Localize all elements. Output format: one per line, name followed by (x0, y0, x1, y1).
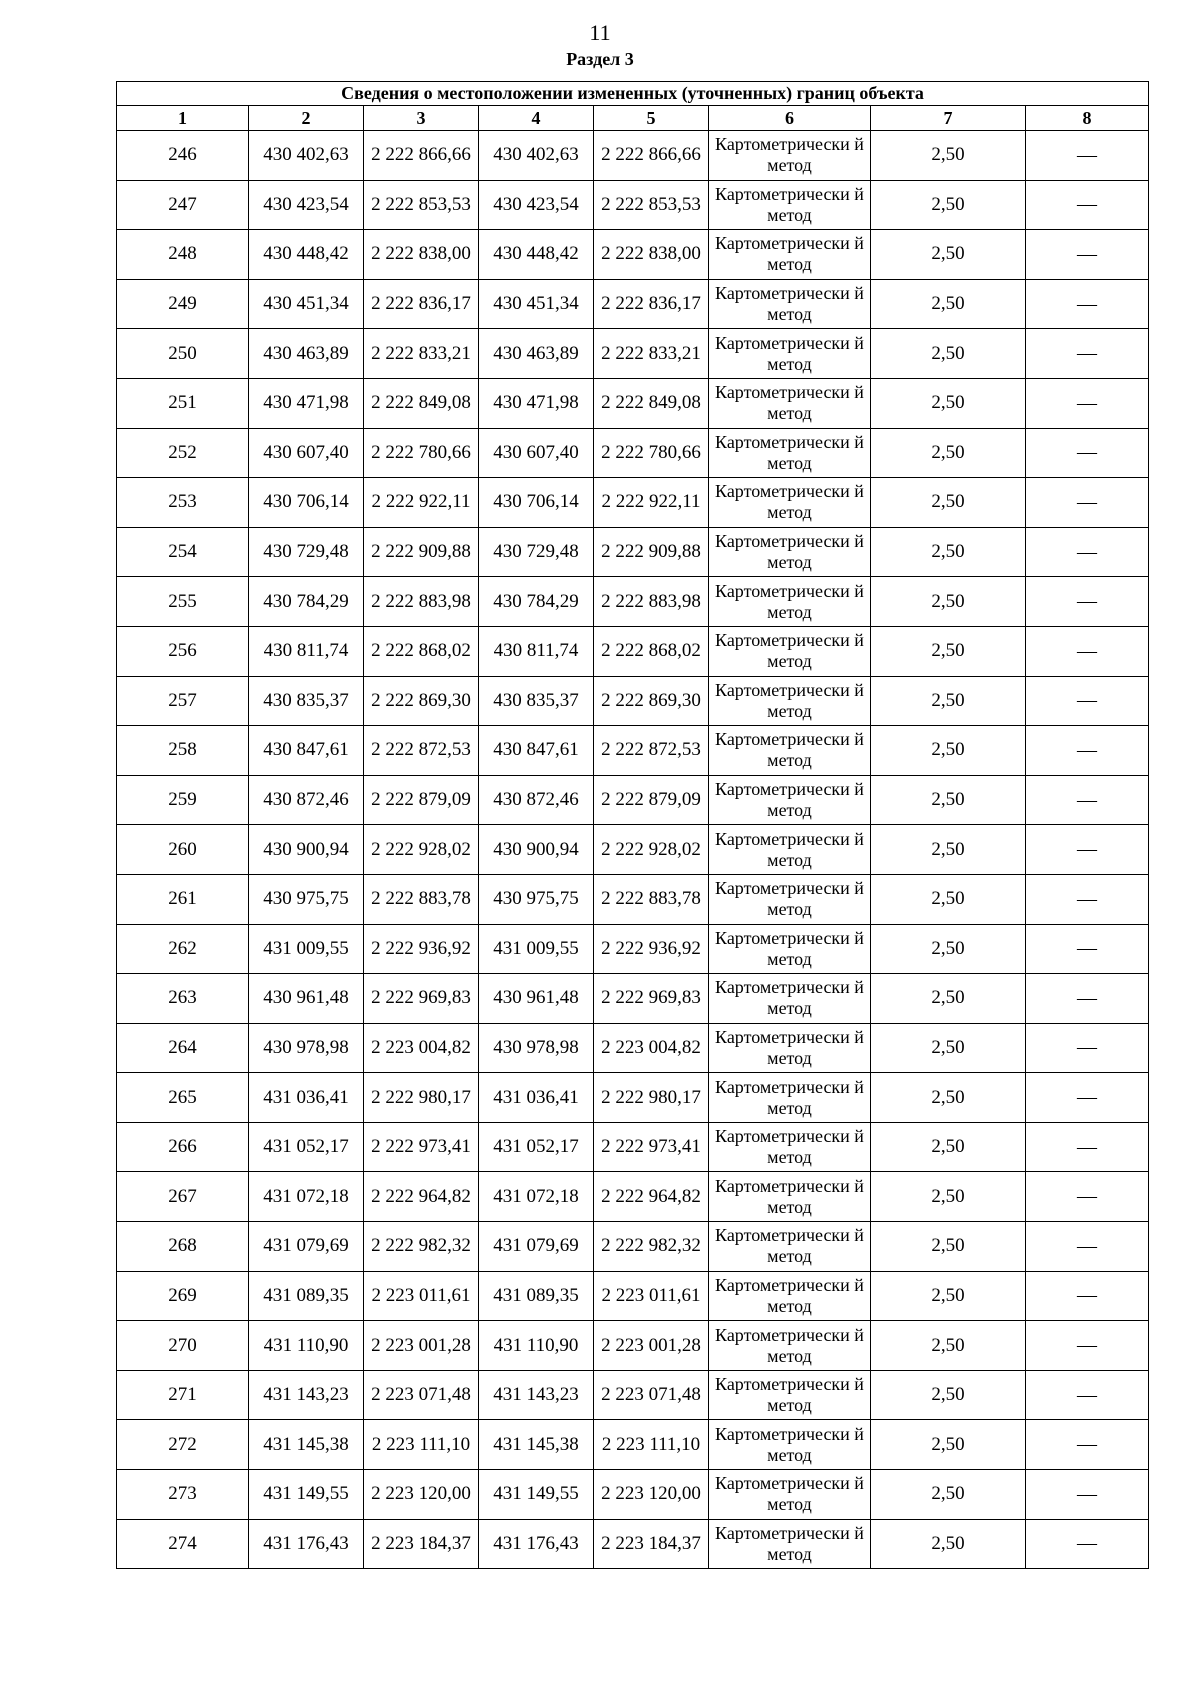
column-number: 7 (871, 106, 1026, 131)
method-cell: Картометрически й метод (709, 478, 871, 528)
method-cell: Картометрически й метод (709, 378, 871, 428)
table-row (117, 1122, 1149, 1172)
y-refined-cell: 2 222 969,83 (594, 974, 709, 1024)
method-cell: Картометрически й метод (709, 329, 871, 379)
point-number-cell: 246 (117, 131, 249, 181)
note-cell: — (1026, 428, 1149, 478)
method-cell: Картометрически й метод (709, 775, 871, 825)
y-existing-cell: 2 222 868,02 (364, 626, 479, 676)
y-existing-cell: 2 222 936,92 (364, 924, 479, 974)
column-number: 5 (594, 106, 709, 131)
y-existing-cell: 2 223 011,61 (364, 1271, 479, 1321)
point-number-cell: 274 (117, 1519, 249, 1569)
x-existing-cell: 431 036,41 (249, 1073, 364, 1123)
accuracy-cell: 2,50 (871, 1470, 1026, 1520)
boundary-coordinates-table (116, 81, 1149, 1569)
method-cell: Картометрически й метод (709, 279, 871, 329)
table-row (117, 726, 1149, 776)
page-number: 11 (589, 20, 611, 45)
y-refined-cell: 2 222 872,53 (594, 726, 709, 776)
y-existing-cell: 2 222 922,11 (364, 478, 479, 528)
x-refined-cell: 430 607,40 (479, 428, 594, 478)
note-cell: — (1026, 626, 1149, 676)
y-refined-cell: 2 222 973,41 (594, 1122, 709, 1172)
table-row (117, 1519, 1149, 1569)
accuracy-cell: 2,50 (871, 378, 1026, 428)
y-existing-cell: 2 222 883,98 (364, 577, 479, 627)
method-cell: Картометрически й метод (709, 1222, 871, 1272)
method-cell: Картометрически й метод (709, 874, 871, 924)
accuracy-cell: 2,50 (871, 1023, 1026, 1073)
accuracy-cell: 2,50 (871, 577, 1026, 627)
point-number-cell: 267 (117, 1172, 249, 1222)
method-cell: Картометрически й метод (709, 131, 871, 181)
point-number-cell: 273 (117, 1470, 249, 1520)
table-row (117, 974, 1149, 1024)
method-cell: Картометрически й метод (709, 626, 871, 676)
method-cell: Картометрически й метод (709, 1519, 871, 1569)
note-cell: — (1026, 131, 1149, 181)
point-number-cell: 251 (117, 378, 249, 428)
table-row (117, 1271, 1149, 1321)
note-cell: — (1026, 1122, 1149, 1172)
x-refined-cell: 431 149,55 (479, 1470, 594, 1520)
note-cell: — (1026, 1023, 1149, 1073)
note-cell: — (1026, 527, 1149, 577)
table-row (117, 825, 1149, 875)
x-existing-cell: 431 072,18 (249, 1172, 364, 1222)
accuracy-cell: 2,50 (871, 1420, 1026, 1470)
x-existing-cell: 431 110,90 (249, 1321, 364, 1371)
table-row (117, 428, 1149, 478)
y-existing-cell: 2 223 071,48 (364, 1370, 479, 1420)
x-existing-cell: 430 607,40 (249, 428, 364, 478)
column-number: 3 (364, 106, 479, 131)
y-refined-cell: 2 222 866,66 (594, 131, 709, 181)
method-cell: Картометрически й метод (709, 676, 871, 726)
point-number-cell: 260 (117, 825, 249, 875)
point-number-cell: 265 (117, 1073, 249, 1123)
x-refined-cell: 431 176,43 (479, 1519, 594, 1569)
table-row (117, 676, 1149, 726)
note-cell: — (1026, 329, 1149, 379)
table-row (117, 1222, 1149, 1272)
accuracy-cell: 2,50 (871, 974, 1026, 1024)
x-refined-cell: 430 471,98 (479, 378, 594, 428)
accuracy-cell: 2,50 (871, 726, 1026, 776)
point-number-cell: 253 (117, 478, 249, 528)
accuracy-cell: 2,50 (871, 329, 1026, 379)
x-refined-cell: 430 847,61 (479, 726, 594, 776)
point-number-cell: 270 (117, 1321, 249, 1371)
point-number-cell: 258 (117, 726, 249, 776)
method-cell: Картометрически й метод (709, 230, 871, 280)
point-number-cell: 254 (117, 527, 249, 577)
note-cell: — (1026, 775, 1149, 825)
table-row (117, 378, 1149, 428)
method-cell: Картометрически й метод (709, 1172, 871, 1222)
point-number-cell: 271 (117, 1370, 249, 1420)
y-refined-cell: 2 222 879,09 (594, 775, 709, 825)
point-number-cell: 248 (117, 230, 249, 280)
y-existing-cell: 2 222 866,66 (364, 131, 479, 181)
y-refined-cell: 2 222 922,11 (594, 478, 709, 528)
x-existing-cell: 431 145,38 (249, 1420, 364, 1470)
x-existing-cell: 430 471,98 (249, 378, 364, 428)
y-refined-cell: 2 222 964,82 (594, 1172, 709, 1222)
table-row (117, 527, 1149, 577)
x-refined-cell: 430 978,98 (479, 1023, 594, 1073)
note-cell: — (1026, 825, 1149, 875)
x-existing-cell: 430 900,94 (249, 825, 364, 875)
point-number-cell: 269 (117, 1271, 249, 1321)
point-number-cell: 252 (117, 428, 249, 478)
table-row (117, 131, 1149, 181)
table-row (117, 1073, 1149, 1123)
y-existing-cell: 2 222 869,30 (364, 676, 479, 726)
note-cell: — (1026, 577, 1149, 627)
note-cell: — (1026, 378, 1149, 428)
x-refined-cell: 431 009,55 (479, 924, 594, 974)
column-number: 4 (479, 106, 594, 131)
accuracy-cell: 2,50 (871, 775, 1026, 825)
x-refined-cell: 431 145,38 (479, 1420, 594, 1470)
x-existing-cell: 430 784,29 (249, 577, 364, 627)
x-existing-cell: 430 706,14 (249, 478, 364, 528)
x-refined-cell: 430 451,34 (479, 279, 594, 329)
x-existing-cell: 431 089,35 (249, 1271, 364, 1321)
accuracy-cell: 2,50 (871, 527, 1026, 577)
table-row (117, 1321, 1149, 1371)
note-cell: — (1026, 974, 1149, 1024)
y-refined-cell: 2 223 184,37 (594, 1519, 709, 1569)
y-existing-cell: 2 222 883,78 (364, 874, 479, 924)
x-existing-cell: 430 448,42 (249, 230, 364, 280)
x-refined-cell: 431 089,35 (479, 1271, 594, 1321)
method-cell: Картометрически й метод (709, 1370, 871, 1420)
accuracy-cell: 2,50 (871, 1122, 1026, 1172)
x-refined-cell: 430 463,89 (479, 329, 594, 379)
note-cell: — (1026, 180, 1149, 230)
x-refined-cell: 431 110,90 (479, 1321, 594, 1371)
y-existing-cell: 2 222 964,82 (364, 1172, 479, 1222)
point-number-cell: 256 (117, 626, 249, 676)
table-caption: Сведения о местоположении измененных (уточненных) границ объекта (117, 82, 1149, 106)
method-cell: Картометрически й метод (709, 577, 871, 627)
table-row (117, 478, 1149, 528)
x-existing-cell: 430 729,48 (249, 527, 364, 577)
table-row (117, 775, 1149, 825)
x-existing-cell: 430 978,98 (249, 1023, 364, 1073)
y-existing-cell: 2 223 001,28 (364, 1321, 479, 1371)
x-existing-cell: 430 402,63 (249, 131, 364, 181)
accuracy-cell: 2,50 (871, 1519, 1026, 1569)
table-row (117, 924, 1149, 974)
x-existing-cell: 430 423,54 (249, 180, 364, 230)
accuracy-cell: 2,50 (871, 1321, 1026, 1371)
note-cell: — (1026, 726, 1149, 776)
x-refined-cell: 430 402,63 (479, 131, 594, 181)
x-refined-cell: 430 872,46 (479, 775, 594, 825)
y-existing-cell: 2 222 909,88 (364, 527, 479, 577)
note-cell: — (1026, 279, 1149, 329)
table-row (117, 577, 1149, 627)
x-existing-cell: 431 143,23 (249, 1370, 364, 1420)
table-row (117, 180, 1149, 230)
table-body (117, 131, 1149, 1569)
x-refined-cell: 430 706,14 (479, 478, 594, 528)
y-refined-cell: 2 222 853,53 (594, 180, 709, 230)
x-refined-cell: 431 052,17 (479, 1122, 594, 1172)
y-existing-cell: 2 222 969,83 (364, 974, 479, 1024)
point-number-cell: 257 (117, 676, 249, 726)
accuracy-cell: 2,50 (871, 676, 1026, 726)
table-caption-row (117, 82, 1149, 106)
point-number-cell: 263 (117, 974, 249, 1024)
x-existing-cell: 431 009,55 (249, 924, 364, 974)
y-refined-cell: 2 222 909,88 (594, 527, 709, 577)
method-cell: Картометрически й метод (709, 1073, 871, 1123)
method-cell: Картометрически й метод (709, 1470, 871, 1520)
x-existing-cell: 431 052,17 (249, 1122, 364, 1172)
accuracy-cell: 2,50 (871, 1370, 1026, 1420)
y-refined-cell: 2 222 982,32 (594, 1222, 709, 1272)
note-cell: — (1026, 1172, 1149, 1222)
point-number-cell: 255 (117, 577, 249, 627)
x-refined-cell: 430 729,48 (479, 527, 594, 577)
x-refined-cell: 430 784,29 (479, 577, 594, 627)
accuracy-cell: 2,50 (871, 1222, 1026, 1272)
x-refined-cell: 431 072,18 (479, 1172, 594, 1222)
y-refined-cell: 2 222 936,92 (594, 924, 709, 974)
point-number-cell: 249 (117, 279, 249, 329)
x-existing-cell: 430 463,89 (249, 329, 364, 379)
y-refined-cell: 2 222 780,66 (594, 428, 709, 478)
note-cell: — (1026, 676, 1149, 726)
x-refined-cell: 431 079,69 (479, 1222, 594, 1272)
table-row (117, 1023, 1149, 1073)
y-refined-cell: 2 223 001,28 (594, 1321, 709, 1371)
x-refined-cell: 430 423,54 (479, 180, 594, 230)
x-existing-cell: 430 847,61 (249, 726, 364, 776)
method-cell: Картометрически й метод (709, 428, 871, 478)
x-existing-cell: 430 975,75 (249, 874, 364, 924)
y-refined-cell: 2 222 868,02 (594, 626, 709, 676)
note-cell: — (1026, 230, 1149, 280)
table-row (117, 874, 1149, 924)
y-existing-cell: 2 222 780,66 (364, 428, 479, 478)
x-refined-cell: 430 835,37 (479, 676, 594, 726)
point-number-cell: 268 (117, 1222, 249, 1272)
method-cell: Картометрически й метод (709, 1271, 871, 1321)
accuracy-cell: 2,50 (871, 230, 1026, 280)
y-refined-cell: 2 223 011,61 (594, 1271, 709, 1321)
method-cell: Картометрически й метод (709, 527, 871, 577)
x-existing-cell: 430 811,74 (249, 626, 364, 676)
accuracy-cell: 2,50 (871, 1172, 1026, 1222)
table-row (117, 1420, 1149, 1470)
method-cell: Картометрически й метод (709, 180, 871, 230)
note-cell: — (1026, 478, 1149, 528)
accuracy-cell: 2,50 (871, 825, 1026, 875)
y-refined-cell: 2 222 869,30 (594, 676, 709, 726)
x-existing-cell: 430 835,37 (249, 676, 364, 726)
x-existing-cell: 431 079,69 (249, 1222, 364, 1272)
x-existing-cell: 431 149,55 (249, 1470, 364, 1520)
accuracy-cell: 2,50 (871, 428, 1026, 478)
point-number-cell: 259 (117, 775, 249, 825)
note-cell: — (1026, 1370, 1149, 1420)
x-refined-cell: 430 448,42 (479, 230, 594, 280)
point-number-cell: 264 (117, 1023, 249, 1073)
note-cell: — (1026, 1321, 1149, 1371)
y-existing-cell: 2 222 838,00 (364, 230, 479, 280)
y-existing-cell: 2 222 973,41 (364, 1122, 479, 1172)
y-existing-cell: 2 222 928,02 (364, 825, 479, 875)
column-number: 6 (709, 106, 871, 131)
y-existing-cell: 2 222 980,17 (364, 1073, 479, 1123)
y-existing-cell: 2 222 982,32 (364, 1222, 479, 1272)
column-number: 2 (249, 106, 364, 131)
x-existing-cell: 430 451,34 (249, 279, 364, 329)
note-cell: — (1026, 1519, 1149, 1569)
column-number-row (117, 106, 1149, 131)
table-row (117, 279, 1149, 329)
point-number-cell: 272 (117, 1420, 249, 1470)
y-existing-cell: 2 223 111,10 (364, 1420, 479, 1470)
table-row (117, 626, 1149, 676)
point-number-cell: 247 (117, 180, 249, 230)
point-number-cell: 261 (117, 874, 249, 924)
y-refined-cell: 2 223 120,00 (594, 1470, 709, 1520)
y-refined-cell: 2 222 928,02 (594, 825, 709, 875)
note-cell: — (1026, 1271, 1149, 1321)
x-refined-cell: 430 961,48 (479, 974, 594, 1024)
y-existing-cell: 2 223 004,82 (364, 1023, 479, 1073)
y-refined-cell: 2 223 111,10 (594, 1420, 709, 1470)
accuracy-cell: 2,50 (871, 1271, 1026, 1321)
x-existing-cell: 430 872,46 (249, 775, 364, 825)
column-number: 8 (1026, 106, 1149, 131)
x-existing-cell: 430 961,48 (249, 974, 364, 1024)
note-cell: — (1026, 1420, 1149, 1470)
table-row (117, 1370, 1149, 1420)
y-existing-cell: 2 222 879,09 (364, 775, 479, 825)
y-existing-cell: 2 222 833,21 (364, 329, 479, 379)
method-cell: Картометрически й метод (709, 1420, 871, 1470)
y-refined-cell: 2 223 071,48 (594, 1370, 709, 1420)
point-number-cell: 266 (117, 1122, 249, 1172)
column-number: 1 (117, 106, 249, 131)
method-cell: Картометрически й метод (709, 924, 871, 974)
table-row (117, 230, 1149, 280)
table-row (117, 329, 1149, 379)
accuracy-cell: 2,50 (871, 478, 1026, 528)
x-existing-cell: 431 176,43 (249, 1519, 364, 1569)
accuracy-cell: 2,50 (871, 626, 1026, 676)
x-refined-cell: 430 975,75 (479, 874, 594, 924)
x-refined-cell: 430 900,94 (479, 825, 594, 875)
y-refined-cell: 2 222 883,78 (594, 874, 709, 924)
x-refined-cell: 431 143,23 (479, 1370, 594, 1420)
y-existing-cell: 2 223 120,00 (364, 1470, 479, 1520)
note-cell: — (1026, 874, 1149, 924)
method-cell: Картометрически й метод (709, 1023, 871, 1073)
point-number-cell: 262 (117, 924, 249, 974)
note-cell: — (1026, 924, 1149, 974)
table-row (117, 1172, 1149, 1222)
y-existing-cell: 2 222 853,53 (364, 180, 479, 230)
x-refined-cell: 431 036,41 (479, 1073, 594, 1123)
accuracy-cell: 2,50 (871, 180, 1026, 230)
y-refined-cell: 2 222 980,17 (594, 1073, 709, 1123)
y-refined-cell: 2 222 849,08 (594, 378, 709, 428)
accuracy-cell: 2,50 (871, 874, 1026, 924)
section-title: Раздел 3 (566, 49, 634, 69)
table-row (117, 1470, 1149, 1520)
y-existing-cell: 2 222 836,17 (364, 279, 479, 329)
accuracy-cell: 2,50 (871, 131, 1026, 181)
y-refined-cell: 2 222 883,98 (594, 577, 709, 627)
point-number-cell: 250 (117, 329, 249, 379)
y-existing-cell: 2 223 184,37 (364, 1519, 479, 1569)
y-existing-cell: 2 222 849,08 (364, 378, 479, 428)
x-refined-cell: 430 811,74 (479, 626, 594, 676)
note-cell: — (1026, 1222, 1149, 1272)
method-cell: Картометрически й метод (709, 1321, 871, 1371)
accuracy-cell: 2,50 (871, 279, 1026, 329)
method-cell: Картометрически й метод (709, 726, 871, 776)
note-cell: — (1026, 1470, 1149, 1520)
accuracy-cell: 2,50 (871, 1073, 1026, 1123)
accuracy-cell: 2,50 (871, 924, 1026, 974)
y-refined-cell: 2 222 836,17 (594, 279, 709, 329)
note-cell: — (1026, 1073, 1149, 1123)
y-refined-cell: 2 222 838,00 (594, 230, 709, 280)
method-cell: Картометрически й метод (709, 974, 871, 1024)
y-refined-cell: 2 222 833,21 (594, 329, 709, 379)
method-cell: Картометрически й метод (709, 825, 871, 875)
y-refined-cell: 2 223 004,82 (594, 1023, 709, 1073)
y-existing-cell: 2 222 872,53 (364, 726, 479, 776)
method-cell: Картометрически й метод (709, 1122, 871, 1172)
